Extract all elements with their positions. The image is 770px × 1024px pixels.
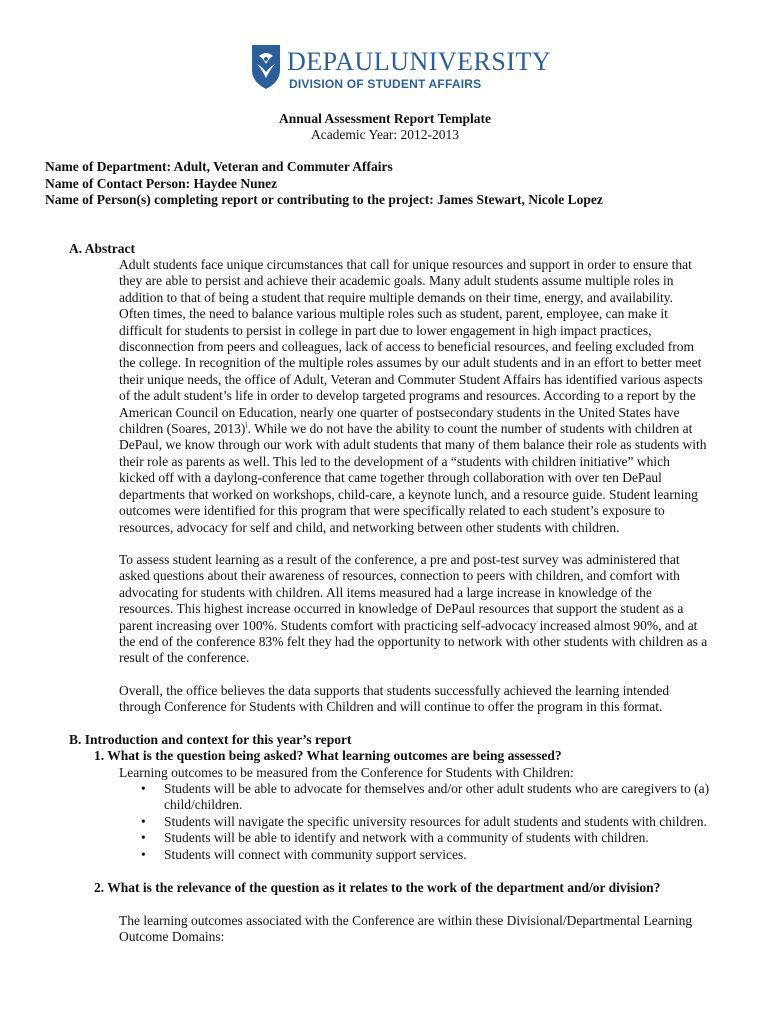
- text-line: Adult students face unique circumstances that call for unique resources and support in order to ensure that: [119, 257, 692, 272]
- report-title: Annual Assessment Report Template: [279, 111, 491, 126]
- academic-year: Academic Year: 2012-2013: [310, 127, 460, 142]
- depaul-logo: [251, 44, 552, 94]
- text-line: Overall, the office believes the data supports that students successfully achieved the learning intended: [119, 683, 670, 698]
- department-name: Name of Department: Adult, Veteran and Commuter Affairs: [45, 159, 393, 174]
- text-line: Outcome Domains:: [119, 929, 225, 945]
- logo-wordmark: DEPAULUNIVERSITY: [287, 47, 552, 76]
- question-2-text: [119, 913, 729, 946]
- citation-rest: . While we do not have the ability to count the number of students with children at: [247, 421, 693, 437]
- text-line: their role as parents as well. This led to the development of a “students with children initiative” which: [119, 453, 670, 469]
- abstract-paragraph-3: [119, 683, 729, 716]
- list-item: • Students will navigate the specific university resources for adult students and students with children.: [119, 814, 739, 830]
- text-line: [119, 421, 729, 437]
- depaul-shield-icon: [251, 44, 281, 90]
- section-a-title: A. Abstract: [69, 241, 135, 256]
- outcomes-intro: Learning outcomes to be measured from the Conference for Students with Children:: [119, 765, 574, 780]
- list-item: • Students will be able to advocate for themselves and/or other adult students who are caregivers to (a) child/children.: [119, 781, 739, 814]
- text-line: addition to that of being a student that require multiple demands on their time, energy, and availability.: [119, 289, 673, 305]
- text-line: of the adult student’s life in order to develop targeted programs and resources. According to a report by the: [119, 388, 696, 404]
- logo-division: DIVISION OF STUDENT AFFAIRS: [289, 77, 482, 91]
- abstract-paragraph-2: [119, 552, 729, 667]
- text-line: difficult for students to persist in college in part due to lower engagement in high impact practices,: [119, 322, 652, 338]
- contact-person: Name of Contact Person: Haydee Nunez: [45, 175, 278, 191]
- section-b-title: B. Introduction and context for this year’s report: [69, 732, 352, 747]
- text-line: American Council on Education, nearly one quarter of postsecondary students in the United States have: [119, 404, 680, 420]
- text-line: Often times, the need to balance various multiple roles such as student, parent, employee, can make it: [119, 306, 668, 322]
- text-line: advocating for students with children. All items measured had a large increase in knowledge of the: [119, 584, 652, 600]
- report-meta: [45, 159, 603, 209]
- endnote-marker: i: [245, 420, 248, 430]
- text-line: The learning outcomes associated with the Conference are within these Divisional/Departmental Learning: [119, 913, 693, 928]
- text-line: they are able to persist and achieve their academic goals. Many adult students assume multiple roles in: [119, 273, 674, 289]
- text-line: DePaul, we know through our work with adult students that many of them balance their role as students with: [119, 437, 707, 453]
- report-persons: Name of Person(s) completing report or contributing to the project: James Stewart, Nicole Lopez: [45, 192, 603, 207]
- list-item: • Students will connect with community support services.: [119, 847, 739, 863]
- text-line: resources, advocacy for self and child, and networking between other students with children.: [119, 519, 620, 535]
- text-line: through Conference for Students with Children and will continue to offer the program in this format.: [119, 699, 663, 715]
- text-line: departments that worked on workshops, child-care, a keynote lunch, and a resource guide. Student learning: [119, 486, 698, 502]
- text-line: the end of the conference 83% felt they had the opportunity to network with other students with children as a: [119, 634, 708, 650]
- text-line: their unique needs, the office of Adult, Veteran and Commuter Student Affairs has identified various aspects: [119, 371, 703, 387]
- citation: children (Soares, 2013): [119, 421, 246, 437]
- text-line: parent increasing over 100%. Students comfort with practicing self-advocacy increased almost 90%, and at: [119, 617, 698, 633]
- text-line: the college. In recognition of the multiple roles assumes by our adult students and in an effort to better meet: [119, 355, 702, 371]
- text-line: resources. This highest increase occurred in knowledge of DePaul resources that support the student as a: [119, 601, 684, 617]
- list-item: • Students will be able to identify and network with a community of students with children.: [119, 830, 739, 846]
- learning-outcomes-list: [119, 781, 739, 863]
- question-2: 2. What is the relevance of the question as it relates to the work of the department and/or division?: [94, 880, 661, 895]
- text-line: outcomes were identified for this program that were specifically related to each student’s exposure to: [119, 503, 665, 519]
- text-line: To assess student learning as a result of the conference, a pre and post-test survey was administered that: [119, 552, 680, 567]
- question-1: 1. What is the question being asked? What learning outcomes are being assessed?: [94, 748, 562, 763]
- text-line: disconnection from peers and colleagues, lack of access to beneficial resources, and feeling excluded from: [119, 339, 695, 355]
- text-line: result of the conference.: [119, 650, 250, 666]
- text-line: asked questions about their awareness of resources, connection to peers with children, and comfort with: [119, 568, 680, 584]
- text-line: kicked off with a daylong-conference that came together through collaboration with over ten DePaul: [119, 470, 662, 486]
- abstract-paragraph-1: [119, 257, 729, 536]
